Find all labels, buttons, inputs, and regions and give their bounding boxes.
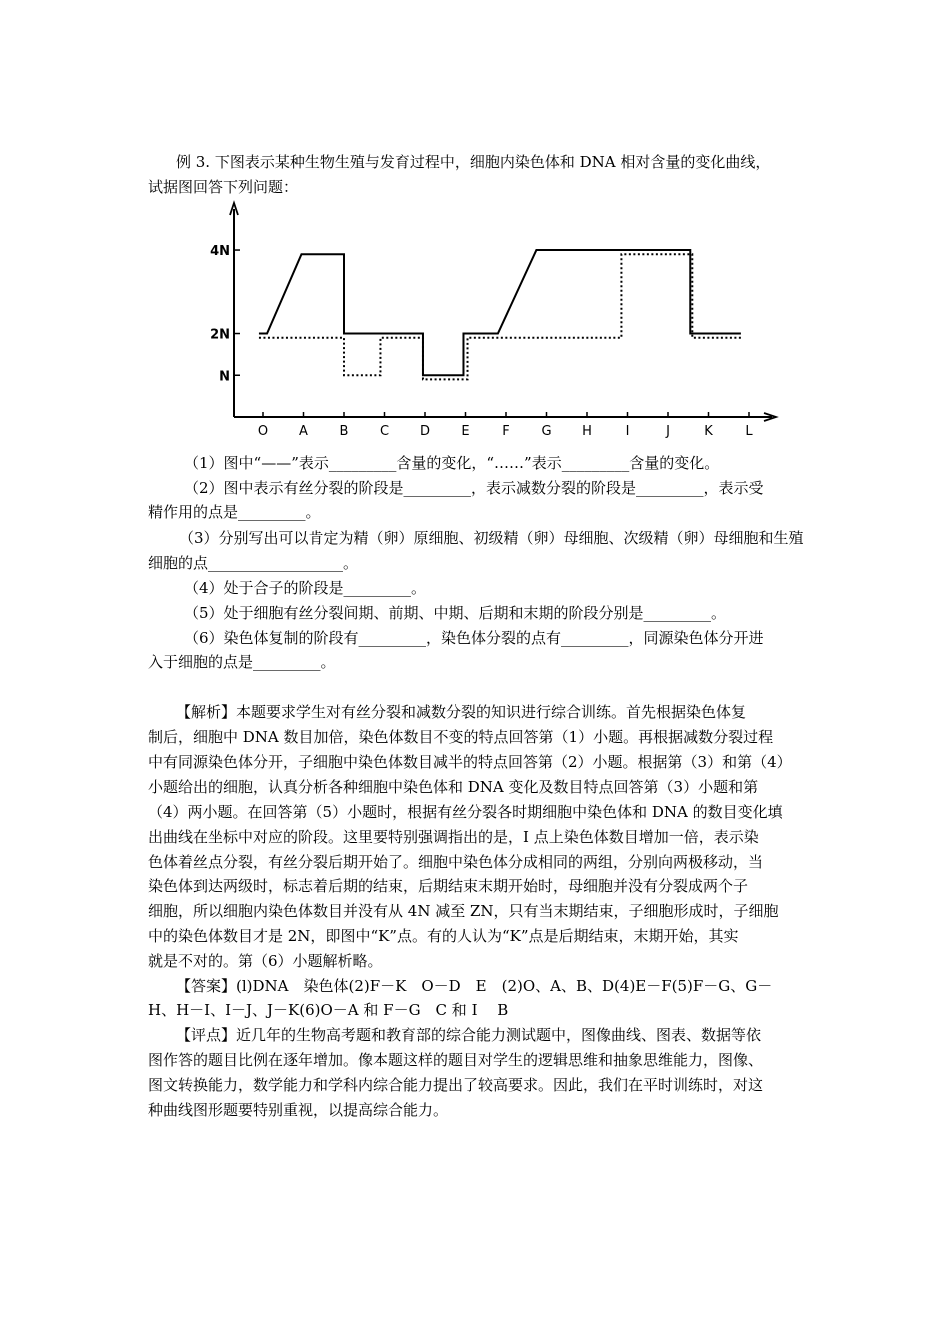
question-6-cont: 入于细胞的点是_________。	[148, 653, 336, 671]
question-3-cont: 细胞的点__________________。	[148, 554, 359, 572]
solid-series-line	[259, 250, 741, 375]
chromosome-dna-chart	[200, 195, 780, 445]
analysis-line: 染色体到达两级时，标志着后期的结束，后期结束末期开始时，母细胞并没有分裂成两个子	[148, 877, 749, 895]
question-intro: 例 3. 下图表示某种生物生殖与发育过程中，细胞内染色体和 DNA 相对含量的变化曲线，	[176, 153, 771, 171]
analysis-line: （4）两小题。在回答第（5）小题时，根据有丝分裂各时期细胞中染色体和 DNA 的数目变化填	[148, 803, 783, 821]
analysis-line: 出曲线在坐标中对应的阶段。这里要特别强调指出的是，I 点上染色体数目增加一倍，表示染	[148, 828, 759, 846]
question-2-cont: 精作用的点是_________。	[148, 503, 321, 521]
x-tick-label: K	[704, 424, 713, 439]
answer-line-cont: H、H－I、I－J、J－K(6)O－A 和 F－G C 和 I B	[148, 1001, 509, 1019]
analysis-line: 中的染色体数目才是 2N，即图中“K”点。有的人认为“K”点是后期结束，末期开始，其实	[148, 927, 739, 945]
chart-axes	[230, 203, 776, 421]
analysis-line: 色体着丝点分裂，有丝分裂后期开始了。细胞中染色体分成相同的两组，分别向两极移动，当	[148, 853, 764, 871]
x-tick-label: D	[419, 424, 431, 439]
question-1: （1）图中“——”表示_________含量的变化，“……”表示_________含量的变化。	[184, 454, 720, 472]
x-tick-label: F	[502, 424, 510, 439]
comment-line: 图作答的题目比例在逐年增加。像本题这样的题目对学生的逻辑思维和抽象思维能力，图像、	[148, 1051, 764, 1069]
question-3: （3）分别写出可以肯定为精（卵）原细胞、初级精（卵）母细胞、次级精（卵）母细胞和生殖	[179, 529, 804, 547]
chart-lines	[259, 250, 741, 379]
x-tick-label: C	[379, 424, 390, 439]
question-6: （6）染色体复制的阶段有_________，染色体分裂的点有_________，同源染色体分开进	[184, 629, 764, 647]
analysis-line: 小题给出的细胞，认真分析各种细胞中染色体和 DNA 变化及数目特点回答第（3）小题和第	[148, 778, 759, 796]
question-intro-cont: 试据图回答下列问题：	[148, 178, 299, 196]
x-tick-label: A	[299, 424, 308, 439]
comment-line: 种曲线图形题要特别重视，以提高综合能力。	[148, 1101, 449, 1119]
x-tick-label: L	[745, 424, 753, 439]
x-tick-label: H	[582, 424, 592, 439]
dotted-series-line	[259, 254, 741, 379]
x-tick-label: E	[461, 424, 470, 439]
analysis-line: 【解析】本题要求学生对有丝分裂和减数分裂的知识进行综合训练。首先根据染色体复	[176, 703, 747, 721]
x-tick-label: G	[541, 424, 552, 439]
x-tick-label: J	[666, 424, 670, 439]
question-2: （2）图中表示有丝分裂的阶段是_________，表示减数分裂的阶段是_________，表示受	[184, 479, 764, 497]
y-tick-label: 4N	[210, 244, 230, 260]
analysis-line: 就是不对的。第（6）小题解析略。	[148, 952, 383, 970]
analysis-line: 制后，细胞中 DNA 数目加倍，染色体数目不变的特点回答第（1）小题。再根据减数分裂过程	[148, 728, 774, 746]
comment-line: 图文转换能力，数学能力和学科内综合能力提出了较高要求。因此，我们在平时训练时，对这	[148, 1076, 764, 1094]
answer-line: 【答案】(l)DNA 染色体(2)F－K O－D E (2)O、A、B、D(4)E－F(5)F－G、G－	[176, 977, 773, 995]
analysis-line: 细胞，所以细胞内染色体数目并没有从 4N 减至 ZN，只有当末期结束，子细胞形成时，子细胞	[148, 902, 779, 920]
chart-y-ticks	[210, 244, 240, 384]
y-tick-label: 2N	[210, 327, 230, 343]
analysis-line: 中有同源染色体分开，子细胞中染色体数目减半的特点回答第（2）小题。根据第（3）和第（4）	[148, 753, 792, 771]
comment-line: 【评点】近几年的生物高考题和教育部的综合能力测试题中，图像曲线、图表、数据等依	[176, 1026, 762, 1044]
x-tick-label: B	[339, 424, 349, 439]
x-tick-label: I	[625, 424, 630, 439]
question-4: （4）处于合子的阶段是_________。	[184, 579, 427, 597]
x-tick-label: O	[257, 424, 269, 439]
y-tick-label: N	[219, 369, 230, 385]
question-5: （5）处于细胞有丝分裂间期、前期、中期、后期和末期的阶段分别是_________。	[184, 604, 727, 622]
